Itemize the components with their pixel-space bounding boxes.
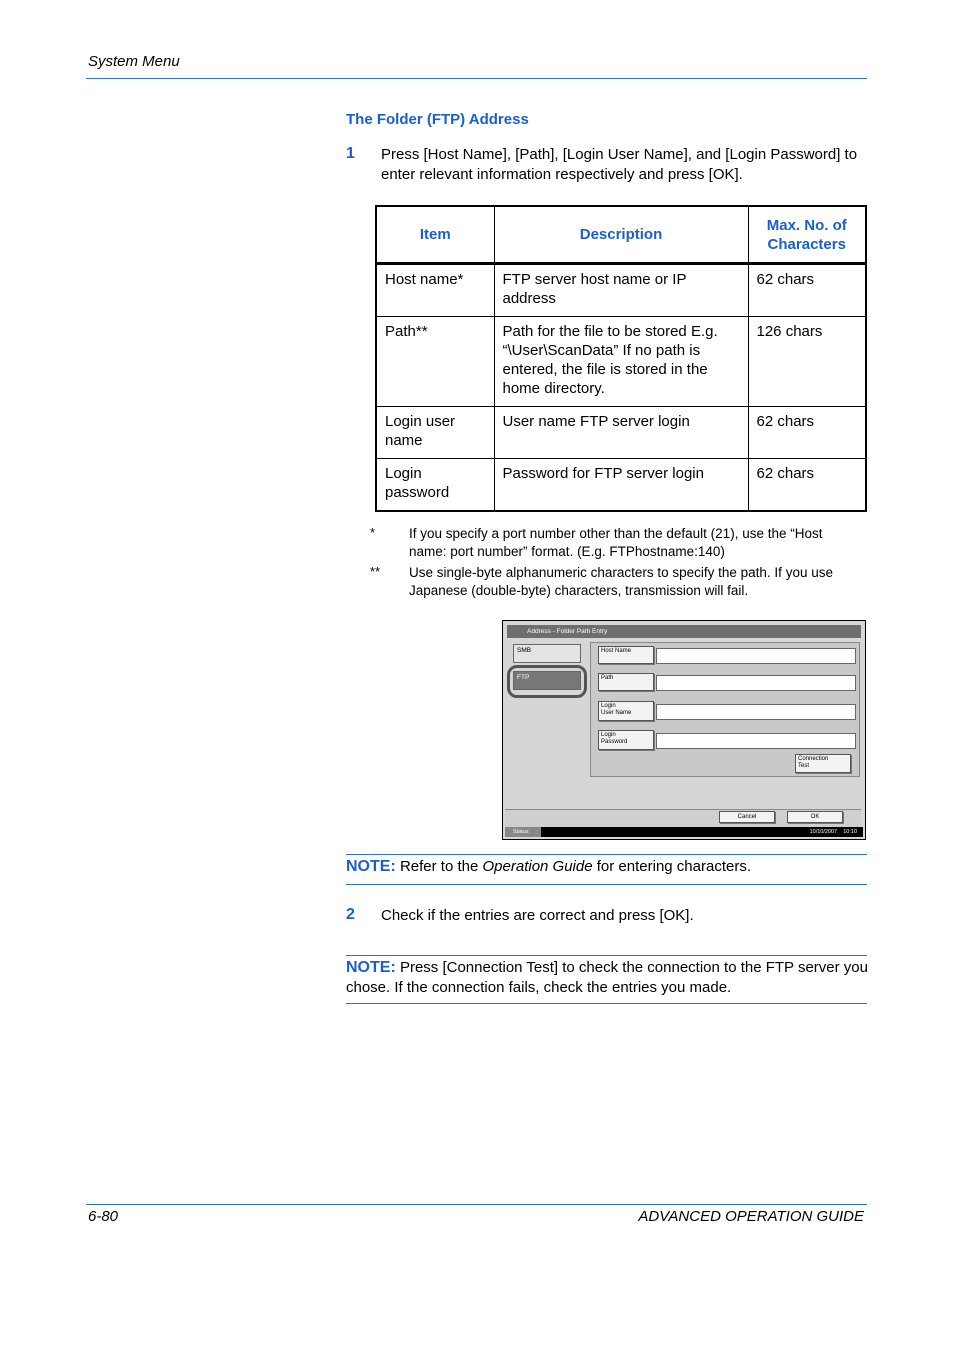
step-2-text: Check if the entries are correct and press [OK].: [381, 907, 694, 924]
table-cell-item: Login user name: [376, 407, 494, 459]
status-datetime: 10/10/2007 10:10: [809, 829, 857, 835]
connection-test-button[interactable]: [795, 754, 851, 773]
note-2-label: NOTE:: [346, 959, 396, 976]
footnote-1-text: If you specify a port number other than the default (21), use the “Host name: port number” format. (E.g. FTPhostname:140): [409, 526, 823, 559]
host-name-button[interactable]: [598, 646, 654, 664]
path-label: Path: [601, 675, 614, 681]
cancel-label: Cancel: [737, 814, 757, 820]
header-rule: [86, 78, 867, 79]
table-header-row: [376, 206, 866, 264]
note-1-pre: Refer to the: [395, 858, 483, 875]
note-2-bottom-rule: [346, 1003, 867, 1004]
note-1: [346, 857, 868, 877]
login-user-name-field[interactable]: [656, 704, 856, 720]
note-2-text: Press [Connection Test] to check the connection to the FTP server you chose. If the connection fails, check the entries you made.: [346, 959, 873, 996]
table-row: [376, 317, 866, 407]
login-user-label-1: Login: [601, 703, 616, 709]
table-cell-max: 62 chars: [748, 264, 866, 317]
note-1-bottom-rule: [346, 884, 867, 885]
status-bar: [505, 827, 863, 837]
host-name-label: Host Name: [601, 648, 632, 654]
step-1-number: 1: [346, 145, 355, 162]
note-2-top-rule: [346, 955, 867, 956]
note-2: [346, 958, 873, 998]
screen-title: Address - Folder Path Entry: [507, 625, 861, 638]
note-1-post: for entering characters.: [592, 858, 751, 875]
note-1-emphasis: Operation Guide: [482, 858, 593, 875]
section-heading: The Folder (FTP) Address: [346, 111, 529, 128]
table-row: [376, 459, 866, 512]
footnote-2-text: Use single-byte alphanumeric characters to specify the path. If you use Japanese (double-byte) characters, transmission will fail.: [409, 565, 833, 598]
ok-label: OK: [810, 814, 820, 820]
table-cell-max: 126 chars: [748, 317, 866, 407]
login-password-field[interactable]: [656, 733, 856, 749]
table-cell-max: 62 chars: [748, 407, 866, 459]
note-1-label: NOTE:: [346, 858, 396, 875]
smb-tab-button[interactable]: SMB: [513, 644, 581, 663]
path-field[interactable]: [656, 675, 856, 691]
table-cell-description: Password for FTP server login: [494, 459, 748, 512]
conn-label-1: Connection: [798, 756, 829, 762]
table-cell-description: Path for the file to be stored E.g. “\User\ScanData” If no path is entered, the file is stored in the home directory.: [494, 317, 748, 407]
conn-label-2: Test: [798, 763, 810, 769]
login-pass-label-2: Password: [601, 739, 628, 745]
table-cell-max: 62 chars: [748, 459, 866, 512]
table-header-item: Item: [376, 206, 494, 264]
status-button[interactable]: Status: [505, 827, 541, 837]
login-user-label-2: User Name: [601, 710, 632, 716]
table-row: [376, 264, 866, 317]
host-name-field[interactable]: [656, 648, 856, 664]
path-button[interactable]: [598, 673, 654, 691]
ok-button[interactable]: [787, 811, 843, 823]
footer-page-number: 6-80: [88, 1208, 119, 1225]
step-1-text: Press [Host Name], [Path], [Login User Name], and [Login Password] to enter relevant information respectively and press [OK].: [381, 146, 858, 183]
device-screen-screenshot: [502, 620, 866, 840]
footer-rule: [86, 1204, 867, 1205]
table-cell-description: FTP server host name or IP address: [494, 264, 748, 317]
step-2-number: 2: [346, 906, 355, 923]
table-cell-description: User name FTP server login: [494, 407, 748, 459]
login-pass-label-1: Login: [601, 732, 616, 738]
login-password-button[interactable]: [598, 730, 654, 750]
footnote-2-mark: **: [370, 564, 381, 579]
table-header-description: Description: [494, 206, 748, 264]
table-header-max: Max. No. of Characters: [748, 206, 866, 264]
footer-guide-title: ADVANCED OPERATION GUIDE: [638, 1208, 864, 1225]
table-row: [376, 407, 866, 459]
ftp-tab-button[interactable]: FTP: [513, 671, 581, 690]
ftp-address-table: [375, 205, 867, 512]
login-user-name-button[interactable]: [598, 701, 654, 721]
cancel-button[interactable]: [719, 811, 775, 823]
footnote-1-mark: *: [370, 525, 376, 540]
table-cell-item: Path**: [376, 317, 494, 407]
table-cell-item: Login password: [376, 459, 494, 512]
page-header-title: System Menu: [88, 53, 180, 70]
table-cell-item: Host name*: [376, 264, 494, 317]
note-1-top-rule: [346, 854, 867, 855]
